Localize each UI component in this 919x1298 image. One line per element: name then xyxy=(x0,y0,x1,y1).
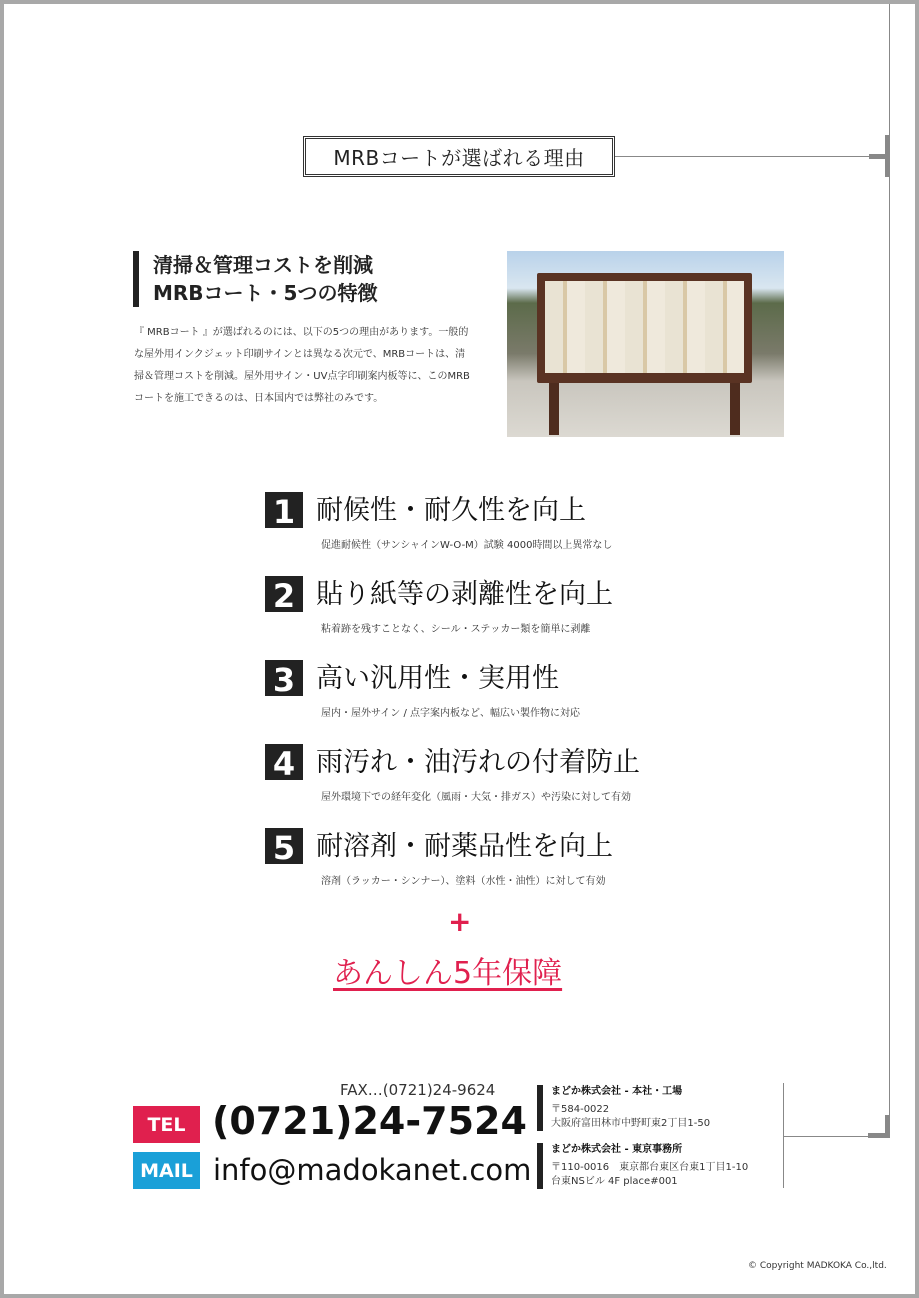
section-heading xyxy=(133,251,377,307)
feature-number: 3 xyxy=(265,660,303,696)
feature-number: 2 xyxy=(265,576,303,612)
fax-number: FAX…(0721)24-9624 xyxy=(340,1081,496,1099)
copyright: © Copyright MADKOKA Co.,ltd. xyxy=(748,1261,887,1271)
signboard xyxy=(537,273,752,383)
plus-sign: + xyxy=(448,905,472,938)
feature-title: 貼り紙等の剥離性を向上 xyxy=(316,579,613,610)
heading-line2: MRBコート・5つの特徴 xyxy=(153,281,378,305)
feature-subtitle: 溶剤（ラッカー・シンナー）、塗料（水性・油性）に対して有効 xyxy=(321,876,606,887)
office-postal: 〒110-0016 東京都台東区台東1丁目1-10 xyxy=(551,1162,749,1173)
feature-subtitle: 屋外環境下での経年変化（風雨・大気・排ガス）や汚染に対して有効 xyxy=(321,792,631,803)
corner-bracket xyxy=(869,135,890,177)
office-name: まどか株式会社 - 本社・工場 xyxy=(551,1086,683,1097)
feature-subtitle: 促進耐候性（サンシャインW-O-M）試験 4000時間以上異常なし xyxy=(321,540,613,551)
mail-badge: MAIL xyxy=(133,1152,200,1189)
feature-title: 雨汚れ・油汚れの付着防止 xyxy=(316,747,640,778)
office-postal: 〒584-0022 xyxy=(551,1104,610,1115)
office-street: 台東NSビル 4F place#001 xyxy=(551,1176,678,1187)
description: 『 MRBコート 』が選ばれるのには、以下の5つの理由があります。一般的な屋外用インクジェット印刷サインとは異なる次元で、MRBコートは、清掃＆管理コストを削減。屋外用サイン・UV点字印刷案内板等に、このMRBコートを施工できるのは、日本国内では弊社のみです。 xyxy=(134,327,470,404)
feature-title: 耐候性・耐久性を向上 xyxy=(316,495,586,526)
heading-line1: 清掃＆管理コストを削減 xyxy=(153,253,373,277)
feature-subtitle: 屋内・屋外サイン / 点字案内板など、幅広い製作物に対応 xyxy=(321,708,581,719)
guarantee-text: あんしん5年保障 xyxy=(333,956,563,991)
divider xyxy=(615,156,875,157)
page-title: MRBコートが選ばれる理由 xyxy=(303,136,615,177)
feature-number: 5 xyxy=(265,828,303,864)
email-link[interactable]: info@madokanet.com xyxy=(213,1153,532,1187)
office-address xyxy=(537,1085,710,1131)
signboard-photo xyxy=(507,251,784,437)
feature-number: 4 xyxy=(265,744,303,780)
feature-number: 1 xyxy=(265,492,303,528)
office-address xyxy=(537,1143,748,1189)
tel-badge: TEL xyxy=(133,1106,200,1143)
corner-bracket xyxy=(868,1115,890,1138)
feature-subtitle: 粘着跡を残すことなく、シール・ステッカー類を簡単に剥離 xyxy=(321,624,591,635)
office-street: 大阪府富田林市中野町東2丁目1-50 xyxy=(551,1118,711,1129)
feature-title: 耐溶剤・耐薬品性を向上 xyxy=(316,831,613,862)
feature-title: 高い汎用性・実用性 xyxy=(316,663,559,694)
office-name: まどか株式会社 - 東京事務所 xyxy=(551,1144,683,1155)
tel-number[interactable]: (0721)24-7524 xyxy=(212,1099,527,1143)
